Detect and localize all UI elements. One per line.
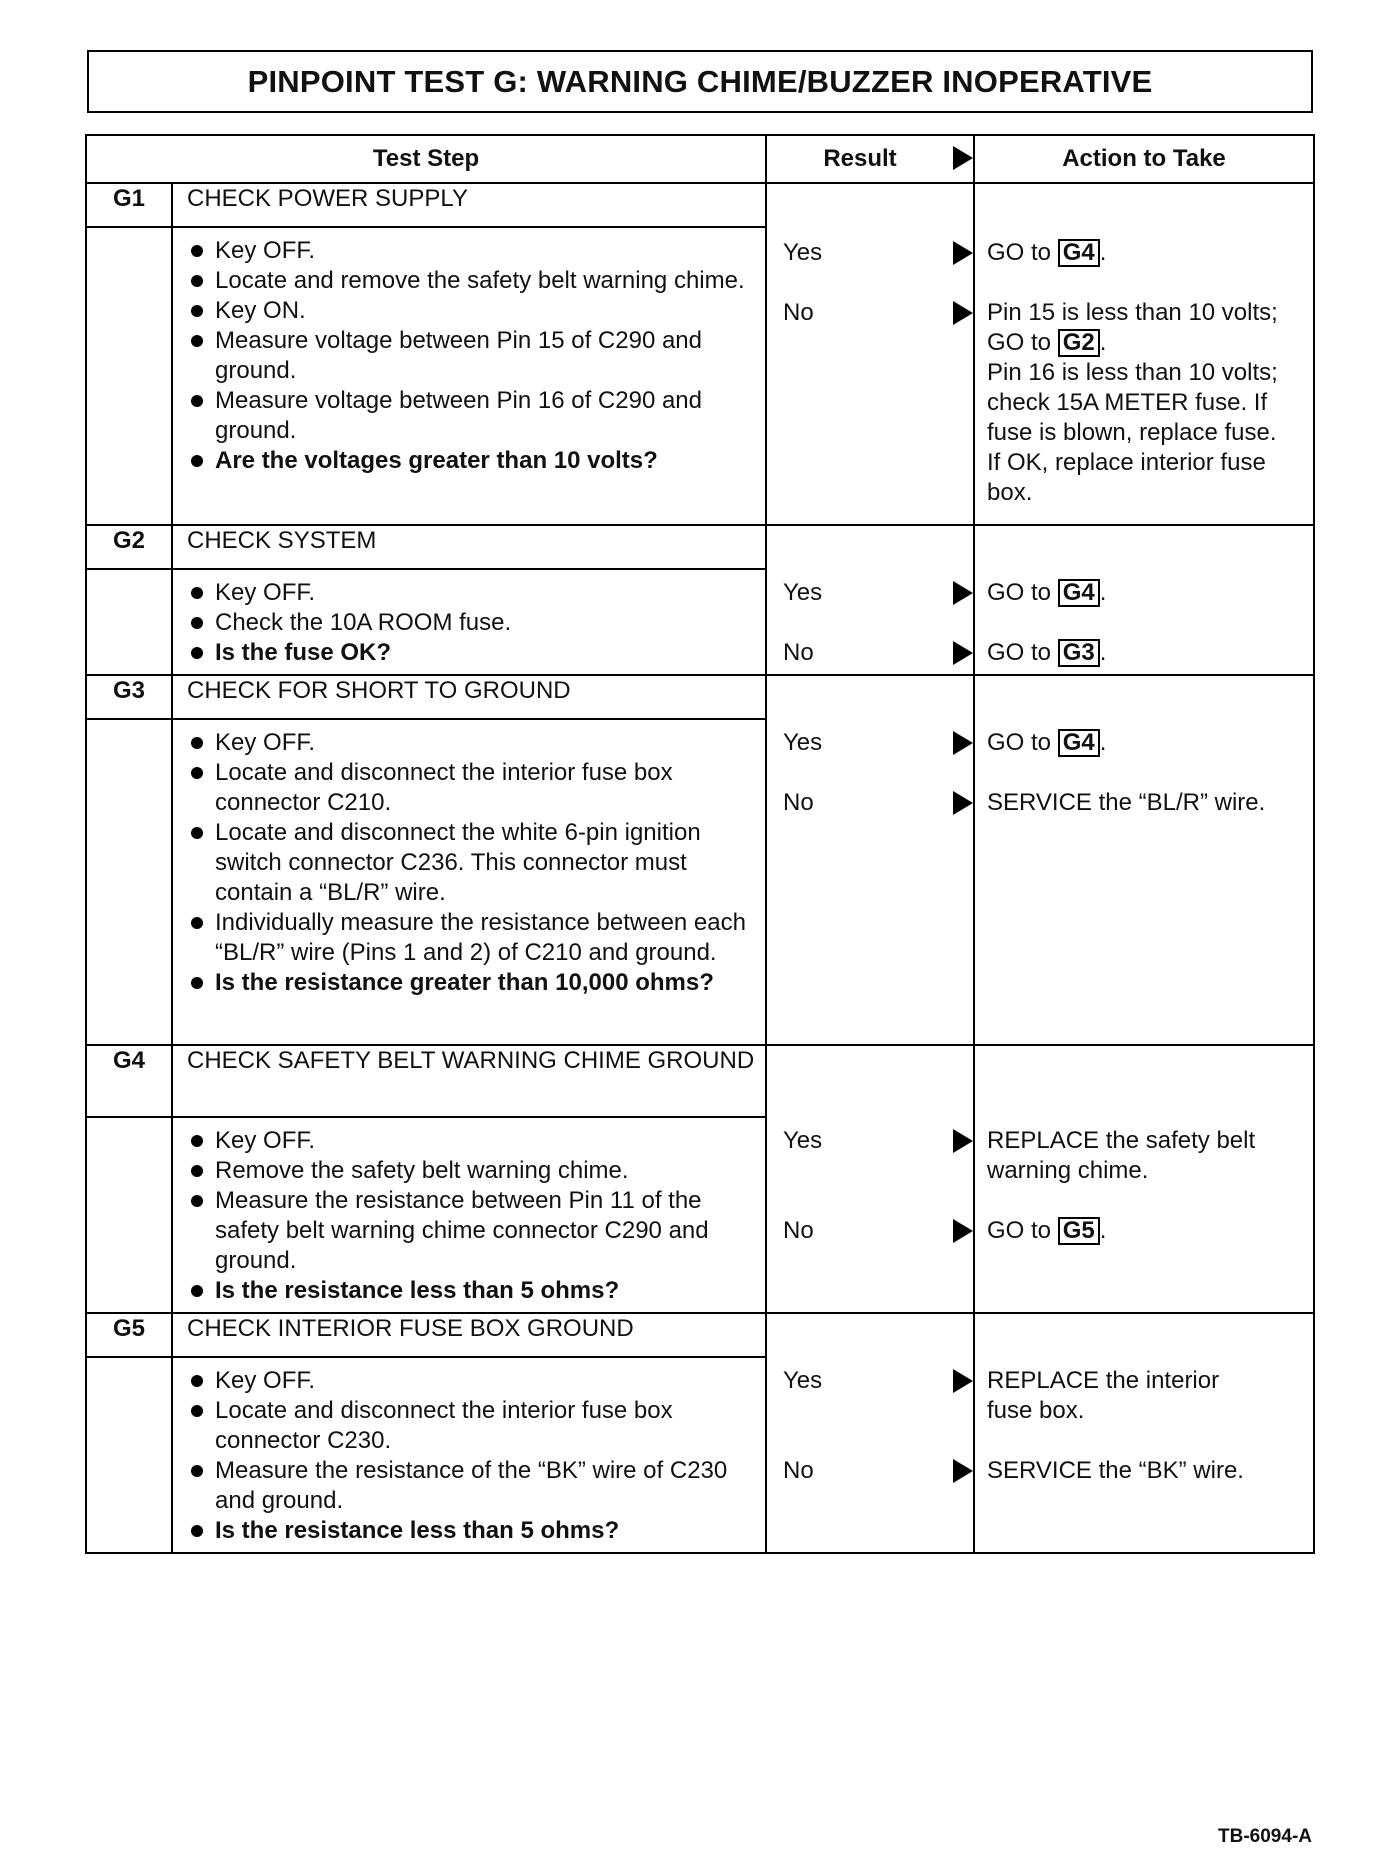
- result-no: No: [783, 1456, 814, 1486]
- pinpoint-test-table: [85, 134, 1315, 1554]
- header-action: Action to Take: [974, 135, 1314, 183]
- step-results: [766, 675, 974, 1045]
- step-actions: [974, 1313, 1314, 1553]
- step-instructions: [172, 1357, 766, 1553]
- step-ref-g3: G3: [1058, 639, 1100, 667]
- step-results: [766, 1313, 974, 1553]
- test-question: Is the resistance less than 5 ohms?: [181, 1516, 753, 1546]
- arrow-right-icon: [953, 1369, 973, 1393]
- step-name: CHECK INTERIOR FUSE BOX GROUND: [172, 1313, 766, 1357]
- step-results: [766, 525, 974, 675]
- step-g3-header-row: [86, 675, 1314, 719]
- step-id: G5: [86, 1313, 172, 1357]
- action-no: SERVICE the “BK” wire.: [987, 1457, 1244, 1484]
- step-id: G1: [86, 183, 172, 227]
- arrow-right-icon: [953, 1129, 973, 1153]
- step-name: CHECK POWER SUPPLY: [172, 183, 766, 227]
- arrow-right-icon: [953, 731, 973, 755]
- instruction-item: Locate and disconnect the interior fuse box connector C230.: [181, 1396, 753, 1456]
- arrow-right-icon: [953, 241, 973, 265]
- step-instructions: [172, 569, 766, 675]
- step-ref-g5: G5: [1058, 1217, 1100, 1245]
- instruction-item: Key OFF.: [181, 1126, 753, 1156]
- step-instructions: [172, 1117, 766, 1313]
- test-question: Is the fuse OK?: [181, 638, 753, 668]
- arrow-right-icon: [953, 146, 973, 170]
- instruction-item: Measure voltage between Pin 15 of C290 and ground.: [181, 326, 753, 386]
- test-question: Are the voltages greater than 10 volts?: [181, 446, 753, 476]
- step-ref-g2: G2: [1058, 329, 1100, 357]
- test-question: Is the resistance greater than 10,000 ohms?: [181, 968, 753, 998]
- action-yes: GO to G4 .: [987, 579, 1107, 606]
- result-yes: Yes: [783, 238, 822, 268]
- action-yes: REPLACE the interior fuse box.: [987, 1367, 1220, 1424]
- step-actions: [974, 525, 1314, 675]
- result-yes: Yes: [783, 1126, 822, 1156]
- action-yes: GO to G4 .: [987, 729, 1107, 756]
- step-instructions: [172, 719, 766, 1045]
- result-yes: Yes: [783, 578, 822, 608]
- action-yes: REPLACE the safety belt warning chime.: [987, 1127, 1256, 1184]
- step-actions: [974, 1045, 1314, 1313]
- step-actions: [974, 183, 1314, 525]
- step-g2-header-row: [86, 525, 1314, 569]
- document-code: TB-6094-A: [1218, 1826, 1312, 1847]
- action-no: SERVICE the “BL/R” wire.: [987, 789, 1266, 816]
- action-no: GO to G5 .: [987, 1217, 1107, 1244]
- step-actions: [974, 675, 1314, 1045]
- arrow-right-icon: [953, 1459, 973, 1483]
- result-yes: Yes: [783, 1366, 822, 1396]
- instruction-item: Locate and disconnect the white 6-pin ignition switch connector C236. This connector must contain a “BL/R” wire.: [181, 818, 753, 908]
- header-result-label: Result: [823, 145, 897, 172]
- step-g5-header-row: [86, 1313, 1314, 1357]
- instruction-item: Key ON.: [181, 296, 753, 326]
- step-instructions: [172, 227, 766, 525]
- step-ref-g4: G4: [1058, 729, 1100, 757]
- step-ref-g4: G4: [1058, 239, 1100, 267]
- result-no: No: [783, 298, 814, 328]
- action-yes: GO to G4 .: [987, 239, 1107, 266]
- step-id: G3: [86, 675, 172, 719]
- step-results: [766, 183, 974, 525]
- arrow-right-icon: [953, 641, 973, 665]
- instruction-item: Locate and disconnect the interior fuse box connector C210.: [181, 758, 753, 818]
- table-header-row: [86, 135, 1314, 183]
- arrow-right-icon: [953, 1219, 973, 1243]
- step-g4-header-row: [86, 1045, 1314, 1117]
- header-test-step: Test Step: [86, 135, 766, 183]
- step-id: G2: [86, 525, 172, 569]
- page-title: PINPOINT TEST G: WARNING CHIME/BUZZER INOPERATIVE: [87, 50, 1313, 113]
- instruction-item: Key OFF.: [181, 728, 753, 758]
- step-results: [766, 1045, 974, 1313]
- step-name: CHECK SYSTEM: [172, 525, 766, 569]
- step-id: G4: [86, 1045, 172, 1117]
- step-name: CHECK SAFETY BELT WARNING CHIME GROUND: [172, 1045, 766, 1117]
- result-no: No: [783, 638, 814, 668]
- instruction-item: Key OFF.: [181, 236, 753, 266]
- arrow-right-icon: [953, 581, 973, 605]
- instruction-item: Remove the safety belt warning chime.: [181, 1156, 753, 1186]
- result-yes: Yes: [783, 728, 822, 758]
- result-no: No: [783, 788, 814, 818]
- instruction-item: Measure the resistance of the “BK” wire of C230 and ground.: [181, 1456, 753, 1516]
- instruction-item: Individually measure the resistance between each “BL/R” wire (Pins 1 and 2) of C210 and ground.: [181, 908, 753, 968]
- instruction-item: Locate and remove the safety belt warning chime.: [181, 266, 753, 296]
- test-question: Is the resistance less than 5 ohms?: [181, 1276, 753, 1306]
- header-result: [766, 135, 974, 183]
- action-no: GO to G3 .: [987, 639, 1107, 666]
- arrow-right-icon: [953, 791, 973, 815]
- instruction-item: Measure voltage between Pin 16 of C290 and ground.: [181, 386, 753, 446]
- action-no: Pin 15 is less than 10 volts; GO to G2 . Pin 16 is less than 10 volts; check 15A METER fuse. If fuse is blown, replace fuse. If OK, replace interior fuse box.: [987, 299, 1278, 506]
- arrow-right-icon: [953, 301, 973, 325]
- step-name: CHECK FOR SHORT TO GROUND: [172, 675, 766, 719]
- step-g1-header-row: [86, 183, 1314, 227]
- instruction-item: Key OFF.: [181, 578, 753, 608]
- instruction-item: Key OFF.: [181, 1366, 753, 1396]
- instruction-item: Check the 10A ROOM fuse.: [181, 608, 753, 638]
- result-no: No: [783, 1216, 814, 1246]
- step-ref-g4: G4: [1058, 579, 1100, 607]
- instruction-item: Measure the resistance between Pin 11 of the safety belt warning chime connector C290 and ground.: [181, 1186, 753, 1276]
